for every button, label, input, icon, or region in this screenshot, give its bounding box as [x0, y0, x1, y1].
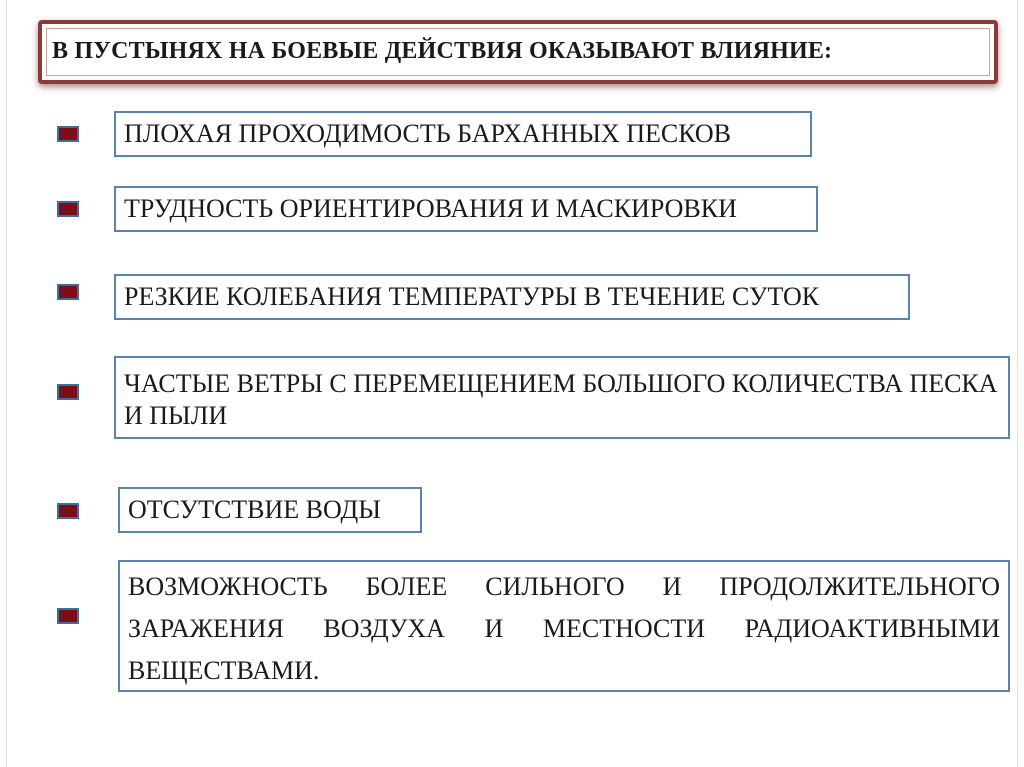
bullet-square [57, 503, 79, 519]
bullet-square [57, 284, 79, 300]
item-box-2 [114, 186, 818, 232]
bullet-square [57, 384, 79, 400]
slide-title: В ПУСТЫНЯХ НА БОЕВЫЕ ДЕЙСТВИЯ ОКАЗЫВАЮТ ВЛИЯНИЕ: [52, 38, 833, 64]
item-box-3 [114, 274, 910, 320]
item-text-2: ТРУДНОСТЬ ОРИЕНТИРОВАНИЯ И МАСКИРОВКИ [124, 194, 737, 223]
item-text-3: РЕЗКИЕ КОЛЕБАНИЯ ТЕМПЕРАТУРЫ В ТЕЧЕНИЕ СУТОК [124, 282, 820, 311]
item-box-5 [118, 487, 422, 533]
item-box-1 [114, 111, 812, 157]
item-text-4: ЧАСТЫЕ ВЕТРЫ С ПЕРЕМЕЩЕНИЕМ БОЛЬШОГО КОЛИЧЕСТВА ПЕСКА И ПЫЛИ [124, 369, 998, 430]
bullet-square [57, 608, 79, 624]
item-text-5: ОТСУТСТВИЕ ВОДЫ [128, 495, 381, 524]
bullet-square [57, 201, 79, 217]
item-text-1: ПЛОХАЯ ПРОХОДИМОСТЬ БАРХАННЫХ ПЕСКОВ [124, 119, 732, 148]
item-box-6 [118, 560, 1010, 692]
bullet-square [57, 126, 79, 142]
item-box-4 [114, 356, 1010, 439]
item-text-6: ВОЗМОЖНОСТЬ БОЛЕЕ СИЛЬНОГО И ПРОДОЛЖИТЕЛЬНОГО ЗАРАЖЕНИЯ ВОЗДУХА И МЕСТНОСТИ РАДИОАКТИВНЫМИ ВЕЩЕСТВАМИ. [128, 572, 1000, 685]
